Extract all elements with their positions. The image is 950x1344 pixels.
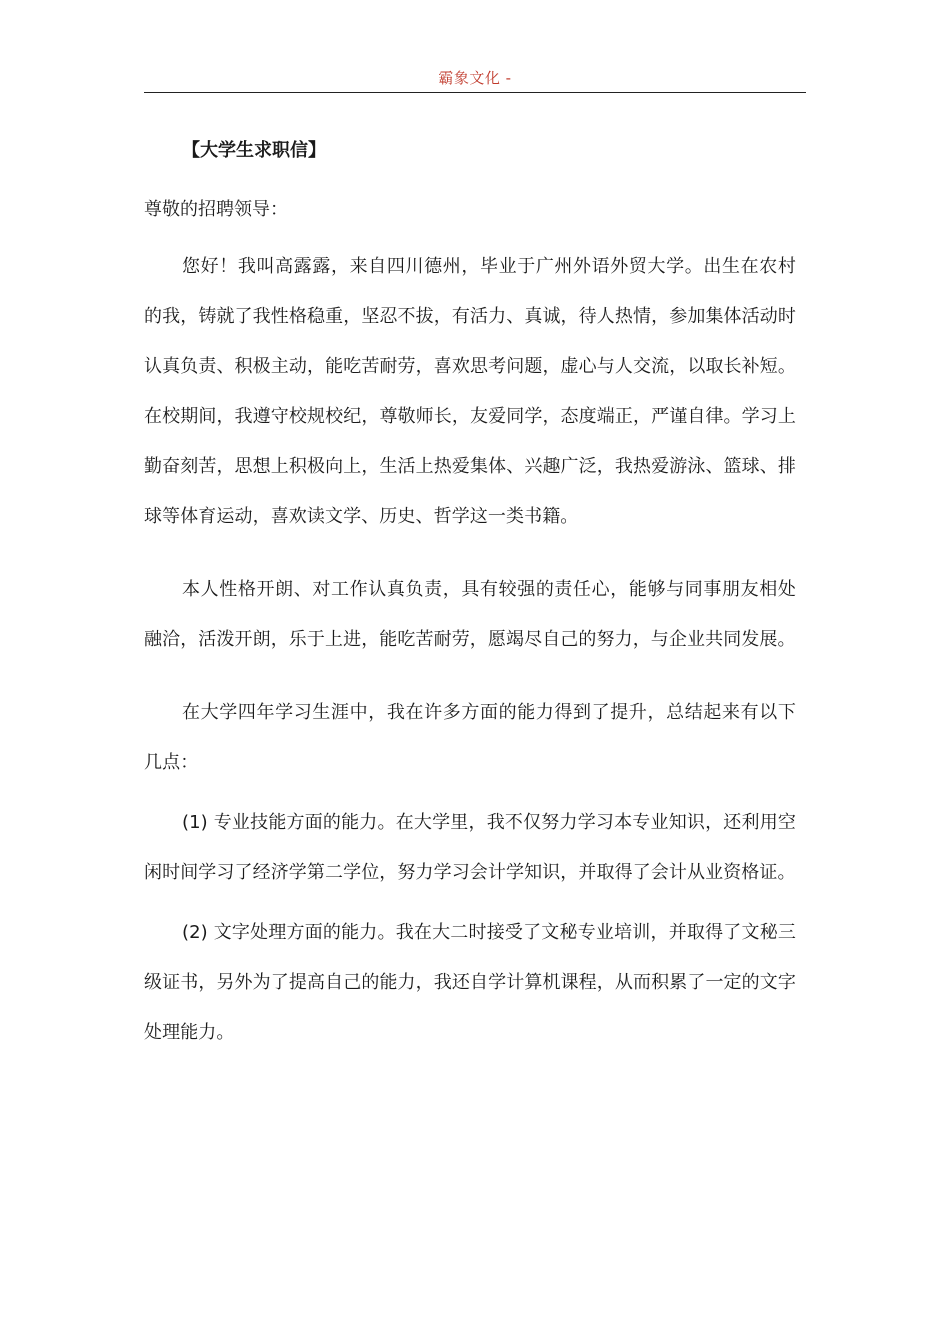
paragraph-abilities-intro: 在大学四年学习生涯中，我在许多方面的能力得到了提升，总结起来有以下几点： [144, 702, 796, 773]
paragraph-text-processing: (2) 文字处理方面的能力。我在大二时接受了文秘专业培训，并取得了文秘三级证书，另外为了提高自己的能力，我还自学计算机课程，从而积累了一定的文字处理能力。 [144, 922, 796, 1043]
paragraph-professional-skills: (1) 专业技能方面的能力。在大学里，我不仅努力学习本专业知识，还利用空闲时间学习了经济学第二学位，努力学习会计学知识，并取得了会计从业资格证。 [144, 812, 796, 883]
header-text: 霸象文化 - [438, 69, 512, 87]
salutation: 尊敬的招聘领导： [144, 199, 288, 220]
document-body [144, 133, 796, 1058]
document-title: 【大学生求职信】 [182, 140, 326, 161]
paragraph-intro: 您好！我叫高露露，来自四川德州，毕业于广州外语外贸大学。出生在农村的我，铸就了我性格稳重，坚忍不拔，有活力、真诚，待人热情，参加集体活动时认真负责、积极主动，能吃苦耐劳，喜欢思考问题，虚心与人交流，以取长补短。在校期间，我遵守校规校纪，尊敬师长，友爱同学，态度端正，严谨自律。学习上勤奋刻苦，思想上积极向上，生活上热爱集体、兴趣广泛，我热爱游泳、篮球、排球等体育运动，喜欢读文学、历史、哲学这一类书籍。 [144, 256, 796, 527]
page-header [144, 66, 806, 93]
paragraph-personality: 本人性格开朗、对工作认真负责，具有较强的责任心，能够与同事朋友相处融洽，活泼开朗，乐于上进，能吃苦耐劳，愿竭尽自己的努力，与企业共同发展。 [144, 579, 796, 650]
